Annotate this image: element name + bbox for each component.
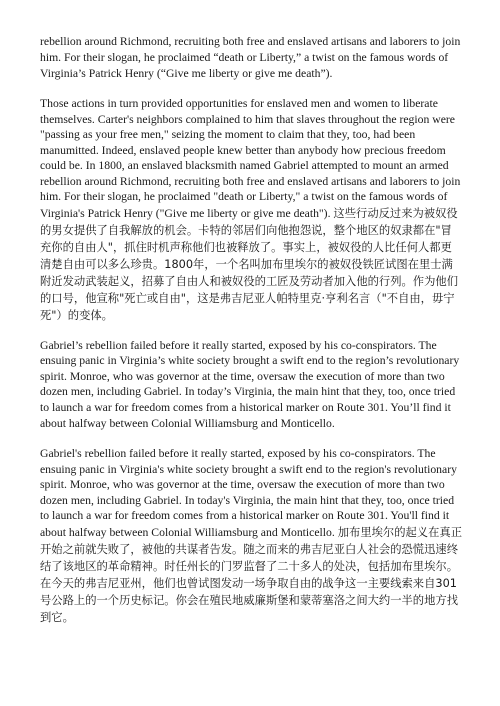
paragraph-2-chinese-text: 这些行动反过来为被奴役的男女提供了自我解放的机会。卡特的邻居们向他抱怨说，整个地区的奴隶都在"冒充你的自由人"，抓住时机声称他们也被释放了。事实上，被奴役的人比任何人都更清楚自由可以多么珍贵。1800年，一个名叫加布里埃尔的被奴役铁匠试图在里士满附近发动武装起义，招募了自由人和被奴役的工匠及劳动者加入他的行列。作为他们的口号，他宣称"死亡或自由"，这是弗吉尼亚人帕特里克·亨利名言（"不自由，毋宁死"）的变体。 — [40, 206, 458, 322]
paragraph-4-chinese-text: 加布里埃尔的起义在真正开始之前就失败了，被他的共谋者告发。随之而来的弗吉尼亚白人社会的恐慌迅速终结了该地区的革命精神。时任州长的门罗监督了二十多人的处决，包括加布里埃尔。在今天的弗吉尼亚州，他们也曾试图发动一场争取自由的战争这一主要线索来自301号公路上的一个历史标记。你会在殖民地威廉斯堡和蒙蒂塞洛之间大约一半的地方找到它。 — [40, 525, 462, 624]
document-page — [40, 34, 462, 640]
paragraph-1 — [40, 34, 462, 82]
paragraph-3-english-text: Gabriel’s rebellion failed before it really started, exposed by his co-conspirators. The ensuing panic in Virginia’s white society brought a swift end to the region’s revolutionary spirit. Monroe, who was governor at the time, oversaw the execution of more than two dozen men, including Gabriel. In today’s Virginia, the main hint that they, too, once tried to launch a war for freedom comes from a historical marker on Route 301. You’ll find it about halfway between Colonial Williamsburg and Monticello. — [40, 338, 460, 430]
paragraph-4 — [40, 446, 462, 626]
paragraph-2 — [40, 96, 462, 324]
paragraph-4-english-text: Gabriel's rebellion failed before it really started, exposed by his co-conspirators. The ensuing panic in Virginia's white society brought a swift end to the region's revolutionary spirit. Monroe, who was governor at the time, oversaw the execution of more than two dozen men, including Gabriel. In today's Virginia, the main hint that they, too, once tried to launch a war for freedom comes from a historical marker on Route 301. You'll find it about halfway between Colonial Williamsburg and Monticello. — [40, 447, 457, 539]
paragraph-1-english-text: rebellion around Richmond, recruiting both free and enslaved artisans and laborers to join him. For their slogan, he proclaimed “death or Liberty,” a twist on the famous words of Virginia’s Patrick Henry (“Give me liberty or give me death”). — [40, 35, 461, 80]
paragraph-2-english-text: Those actions in turn provided opportunities for enslaved men and women to liberate themselves. Carter's neighbors complained to him that slaves throughout the region were "passing as your free men," seizing the moment to claim that they, too, had been manumitted. Indeed, enslaved people knew better than anybody how precious freedom could be. In 1800, an enslaved blacksmith named Gabriel attempted to mount an armed rebellion around Richmond, recruiting both free and enslaved artisans and laborers to join him. For their slogan, he proclaimed "death or Liberty," a twist on the famous words of Virginia's Patrick Henry ("Give me liberty or give me death"). — [40, 97, 461, 220]
paragraph-3 — [40, 338, 462, 433]
